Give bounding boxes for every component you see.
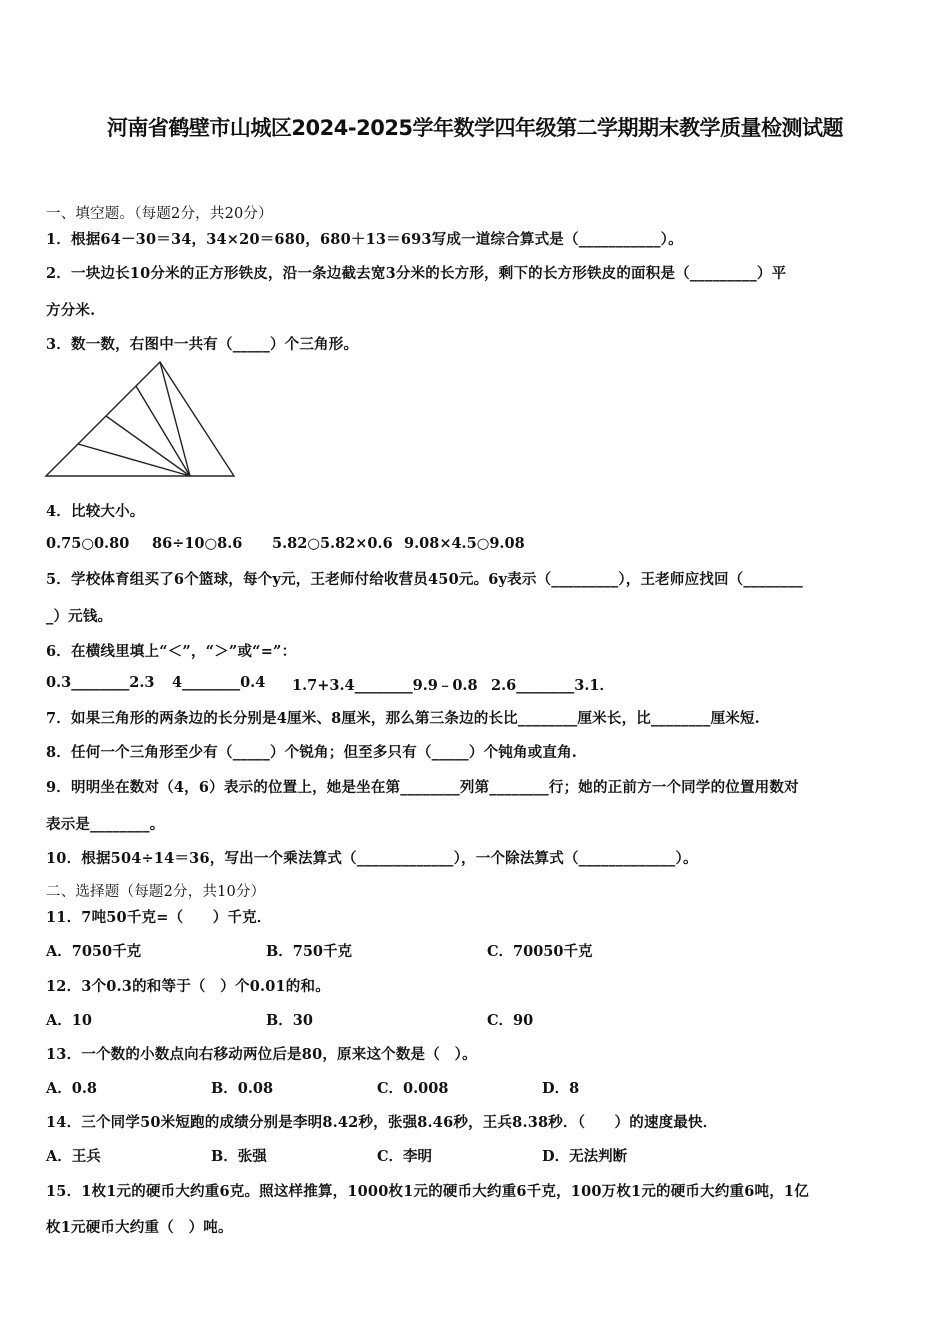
q13-option-d: D．8 bbox=[542, 1080, 580, 1097]
question-14: 14．三个同学50米短跑的成绩分别是李明8.42秒，张强8.46秒，王兵8.38秒．（ ）的速度最快． bbox=[46, 1114, 718, 1131]
q14-option-a: A．王兵 bbox=[46, 1148, 101, 1165]
question-5-line1: 5．学校体育组买了6个篮球，每个y元，王老师付给收营员450元。6y表示（_________），王老师应找回（________ bbox=[46, 571, 803, 588]
question-15-line2: 枚1元硬币大约重（ ）吨。 bbox=[46, 1219, 233, 1236]
q4-item: 86÷10○8.6 bbox=[152, 535, 243, 552]
question-9-line2: 表示是________。 bbox=[46, 816, 165, 833]
q14-option-b: B．张强 bbox=[211, 1148, 267, 1165]
inner-line-1 bbox=[160, 362, 190, 476]
q12-option-a: A．10 bbox=[46, 1012, 92, 1029]
question-11: 11．7吨50千克=（ ）千克． bbox=[46, 909, 272, 926]
question-1: 1．根据64－30＝34，34×20＝680，680＋13＝693写成一道综合算式是（___________）。 bbox=[46, 231, 683, 248]
q14-option-d: D．无法判断 bbox=[542, 1148, 628, 1165]
q13-option-b: B．0.08 bbox=[211, 1080, 274, 1097]
triangle-figure bbox=[44, 360, 238, 480]
question-13: 13．一个数的小数点向右移动两位后是80，原来这个数是（ ）。 bbox=[46, 1046, 477, 1063]
question-2-line2: 方分米. bbox=[46, 302, 96, 319]
q6-item: 2.6________3.1． bbox=[491, 677, 614, 694]
question-4: 4．比较大小。 bbox=[46, 503, 145, 520]
q11-option-b: B．750千克 bbox=[266, 943, 353, 960]
q13-option-a: A．0.8 bbox=[46, 1080, 97, 1097]
q12-option-c: C．90 bbox=[487, 1012, 534, 1029]
q4-item: 5.82○5.82×0.6 bbox=[272, 535, 393, 552]
inner-line-3 bbox=[106, 416, 190, 476]
q6-item: 1.7+3.4________9.9﹣0.8 bbox=[292, 677, 478, 694]
q12-option-b: B．30 bbox=[266, 1012, 313, 1029]
question-7: 7．如果三角形的两条边的长分别是4厘米、8厘米，那么第三条边的长比________厘米长，比________厘米短. bbox=[46, 710, 760, 727]
question-15-line1: 15．1枚1元的硬币大约重6克。照这样推算，1000枚1元的硬币大约重6千克，100万枚1元的硬币大约重6吨，1亿 bbox=[46, 1183, 809, 1200]
section-choice-heading: 二、选择题（每题2分，共10分） bbox=[46, 884, 266, 900]
question-10: 10．根据504÷14＝36，写出一个乘法算式（_____________），一个除法算式（_____________）。 bbox=[46, 850, 698, 867]
question-9-line1: 9．明明坐在数对（4，6）表示的位置上，她是坐在第________列第________行；她的正前方一个同学的位置用数对 bbox=[46, 779, 799, 796]
question-2-line1: 2．一块边长10分米的正方形铁皮，沿一条边截去宽3分米的长方形，剩下的长方形铁皮的面积是（_________）平 bbox=[46, 265, 787, 282]
q6-item: 4________0.4 bbox=[172, 674, 266, 691]
section-fill-in-heading: 一、填空题。（每题2分，共20分） bbox=[46, 206, 273, 222]
outer-triangle bbox=[46, 362, 234, 476]
q6-item: 0.3________2.3 bbox=[46, 674, 155, 691]
question-6: 6．在横线里填上“＜”，“＞”或“=”： bbox=[46, 643, 297, 660]
question-8: 8．任何一个三角形至少有（_____）个锐角；但至多只有（_____）个钝角或直角. bbox=[46, 744, 578, 761]
question-5-line2: _）元钱。 bbox=[46, 608, 113, 625]
q11-option-a: A．7050千克 bbox=[46, 943, 142, 960]
q4-item: 9.08×4.5○9.08 bbox=[404, 535, 525, 552]
q14-option-c: C．李明 bbox=[377, 1148, 433, 1165]
question-3: 3．数一数，右图中一共有（_____）个三角形。 bbox=[46, 336, 359, 353]
question-12: 12．3个0.3的和等于（ ）个0.01的和。 bbox=[46, 978, 330, 995]
page-title: 河南省鹤壁市山城区2024-2025学年数学四年级第二学期期末教学质量检测试题 bbox=[106, 116, 844, 140]
q13-option-c: C．0.008 bbox=[377, 1080, 449, 1097]
q11-option-c: C．70050千克 bbox=[487, 943, 593, 960]
q4-item: 0.75○0.80 bbox=[46, 535, 130, 552]
